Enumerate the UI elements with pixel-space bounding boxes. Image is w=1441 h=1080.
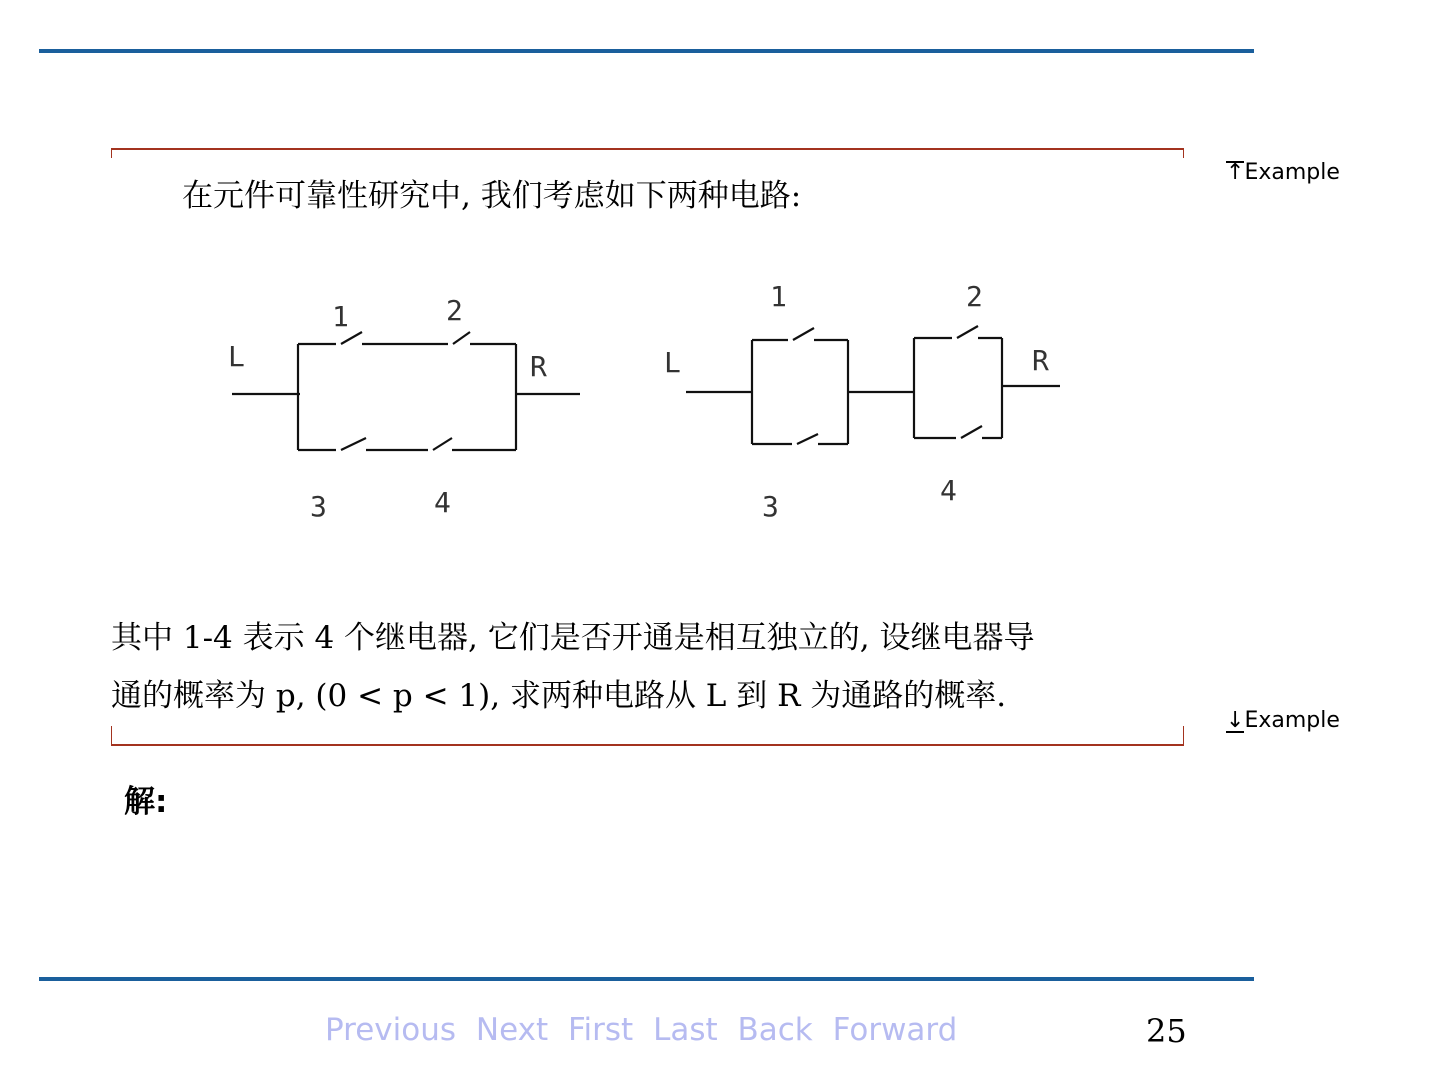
circuit-right-label-1: 1 <box>770 280 787 313</box>
page-number: 25 <box>1146 1012 1187 1050</box>
solution-label: 解: <box>124 784 168 820</box>
nav-forward-link[interactable]: Forward <box>832 1012 958 1048</box>
nav-next-link[interactable]: Next <box>475 1012 549 1048</box>
circuit-diagram <box>200 262 1100 552</box>
example-start-link[interactable] <box>1226 160 1340 185</box>
circuit-right-label-R: R <box>1032 344 1049 377</box>
nav-previous-link[interactable]: Previous <box>325 1012 457 1048</box>
problem-line-1: 其中 1-4 表示 4 个继电器, 它们是否开通是相互独立的, 设继电器导 <box>111 620 1035 656</box>
circuit-left-label-4: 4 <box>434 486 451 519</box>
example-end-label: Example <box>1244 708 1340 733</box>
circuit-right-label-L: L <box>664 346 681 379</box>
example-box-top <box>111 148 1184 158</box>
problem-line-2: 通的概率为 p, (0 < p < 1), 求两种电路从 L 到 R 为通路的概率. <box>111 678 1007 714</box>
circuit-left-wires <box>232 332 580 450</box>
down-arrow-icon: ↓ <box>1226 708 1245 733</box>
circuit-right-label-4: 4 <box>940 474 957 507</box>
circuit-left <box>228 294 580 523</box>
circuit-right-label-2: 2 <box>966 280 983 313</box>
circuit-left-label-3: 3 <box>310 490 327 523</box>
circuit-left-label-1: 1 <box>332 300 349 333</box>
problem-statement <box>111 609 1191 725</box>
up-arrow-icon: ↑ <box>1226 160 1245 185</box>
circuit-right-wires <box>686 326 1060 444</box>
example-end-link[interactable] <box>1226 708 1340 733</box>
circuit-right <box>664 280 1060 523</box>
example-box-bottom <box>111 726 1184 746</box>
circuit-left-label-L: L <box>228 340 245 373</box>
circuit-left-label-2: 2 <box>446 294 463 327</box>
navigation-bar <box>325 1012 967 1048</box>
circuit-right-label-3: 3 <box>762 490 779 523</box>
circuit-left-label-R: R <box>530 350 547 383</box>
example-start-label: Example <box>1244 160 1340 185</box>
nav-first-link[interactable]: First <box>567 1012 634 1048</box>
bottom-rule <box>39 977 1254 981</box>
top-rule <box>39 49 1254 53</box>
intro-text: 在元件可靠性研究中, 我们考虑如下两种电路: <box>182 178 802 214</box>
nav-last-link[interactable]: Last <box>653 1012 718 1048</box>
nav-back-link[interactable]: Back <box>737 1012 813 1048</box>
